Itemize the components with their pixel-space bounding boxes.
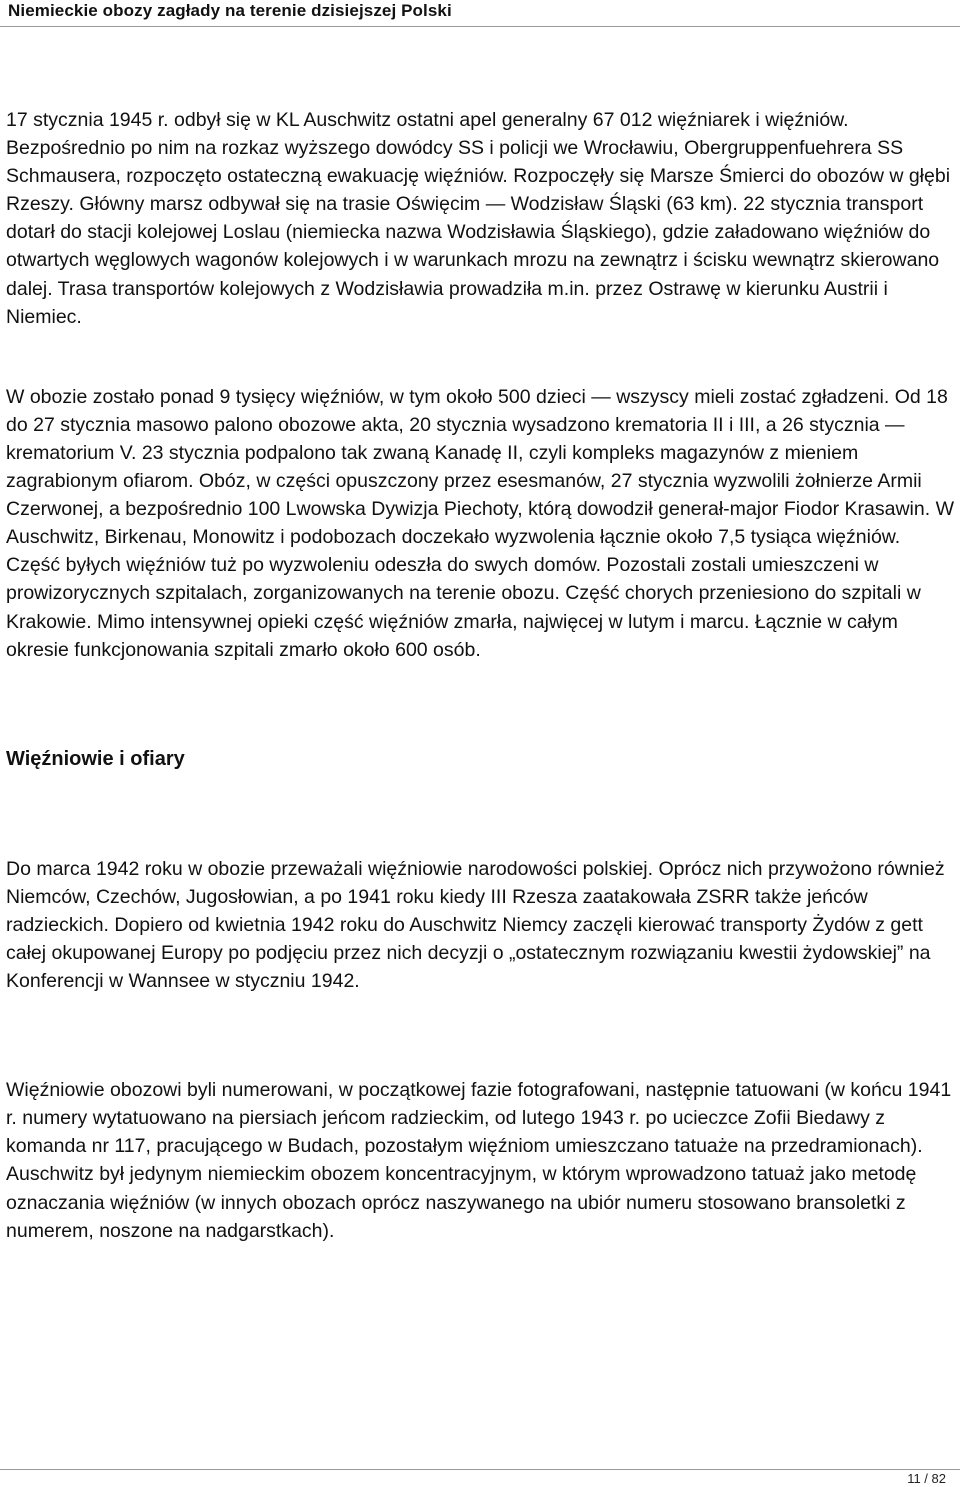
document-title: Niemieckie obozy zagłady na terenie dzisiejszej Polski bbox=[8, 1, 452, 20]
page-number: 11 / 82 bbox=[907, 1471, 946, 1486]
page-header bbox=[0, 0, 960, 26]
paragraph-liberation: W obozie zostało ponad 9 tysięcy więźniów, w tym około 500 dzieci — wszyscy mieli zostać zgładzeni. Od 18 do 27 stycznia masowo palono obozowe akta, 20 stycznia wysadzono krematoria II i III, a 26 stycznia — krematorium V. 23 stycznia podpalono tak zwaną Kanadę II, czyli kompleks magazynów z mieniem zagrabionym ofiarom. Obóz, w części opuszczony przez esesmanów, 27 stycznia wyzwolili żołnierze Armii Czerwonej, a bezpośrednio 100 Lwowska Dywizja Piechoty, którą dowodził generał-major Fiodor Krasawin. W Auschwitz, Birkenau, Monowitz i podobozach doczekało wyzwolenia łącznie około 7,5 tysiąca więźniów. Część byłych więźniów tuż po wyzwoleniu odeszła do swych domów. Pozostali zostali umieszczeni w prowizorycznych szpitalach, zorganizowanych na terenie obozu. Część chorych przeniesiono do szpitali w Krakowie. Mimo intensywnej opieki część więźniów zmarła, najwięcej w lutym i marcu. Łącznie w całym okresie funkcjonowania szpitali zmarło około 600 osób. bbox=[6, 385, 954, 661]
section-heading: Więźniowie i ofiary bbox=[6, 747, 185, 770]
paragraph-evacuation: 17 stycznia 1945 r. odbył się w KL Auschwitz ostatni apel generalny 67 012 więźniarek i więźniów. Bezpośrednio po nim na rozkaz wyższego dowódcy SS i policji we Wrocławiu, Obergruppenfuehrera SS Schmausera, rozpoczęto ostateczną ewakuację więźniów. Rozpoczęły się Marsze Śmierci do obozów w głębi Rzeszy. Główny marsz odbywał się na trasie Oświęcim — Wodzisław Śląski (63 km). 22 stycznia transport dotarł do stacji kolejowej Loslau (niemiecka nazwa Wodzisławia Śląskiego), gdzie załadowano więźniów do otwartych węglowych wagonów kolejowych i w warunkach mrozu na zewnątrz i ścisku wewnątrz skierowano dalej. Trasa transportów kolejowych z Wodzisławia prowadziła m.in. przez Ostrawę w kierunku Austrii i Niemiec. bbox=[6, 109, 951, 328]
page-content bbox=[6, 106, 954, 1245]
header-divider bbox=[0, 26, 960, 27]
footer-divider bbox=[0, 1469, 960, 1470]
paragraph-nationalities: Do marca 1942 roku w obozie przeważali więźniowie narodowości polskiej. Oprócz nich przywożono również Niemców, Czechów, Jugosłowian, a po 1941 roku kiedy III Rzesza zaatakowała ZSRR także jeńców radzieckich. Dopiero od kwietnia 1942 roku do Auschwitz Niemcy zaczęli kierować transporty Żydów z gett całej okupowanej Europy po podjęciu przez nich decyzji o „ostatecznym rozwiązaniu kwestii żydowskiej” na Konferencji w Wannsee w styczniu 1942. bbox=[6, 857, 945, 993]
paragraph-tattoos: Więźniowie obozowi byli numerowani, w początkowej fazie fotografowani, następnie tatuowani (w końcu 1941 r. numery wytatuowano na piersiach jeńcom radzieckim, od lutego 1943 r. po ucieczce Zofii Biedawy z komanda nr 117, pracującego w Budach, pozostałym więźniom umieszczano tatuaże na przedramionach). Auschwitz był jedynym niemieckim obozem koncentracyjnym, w którym wprowadzono tatuaż jako metodę oznaczania więźniów (w innych obozach oprócz naszywanego na ubiór numeru stosowano bransoletki z numerem, noszone na nadgarstkach). bbox=[6, 1079, 952, 1242]
